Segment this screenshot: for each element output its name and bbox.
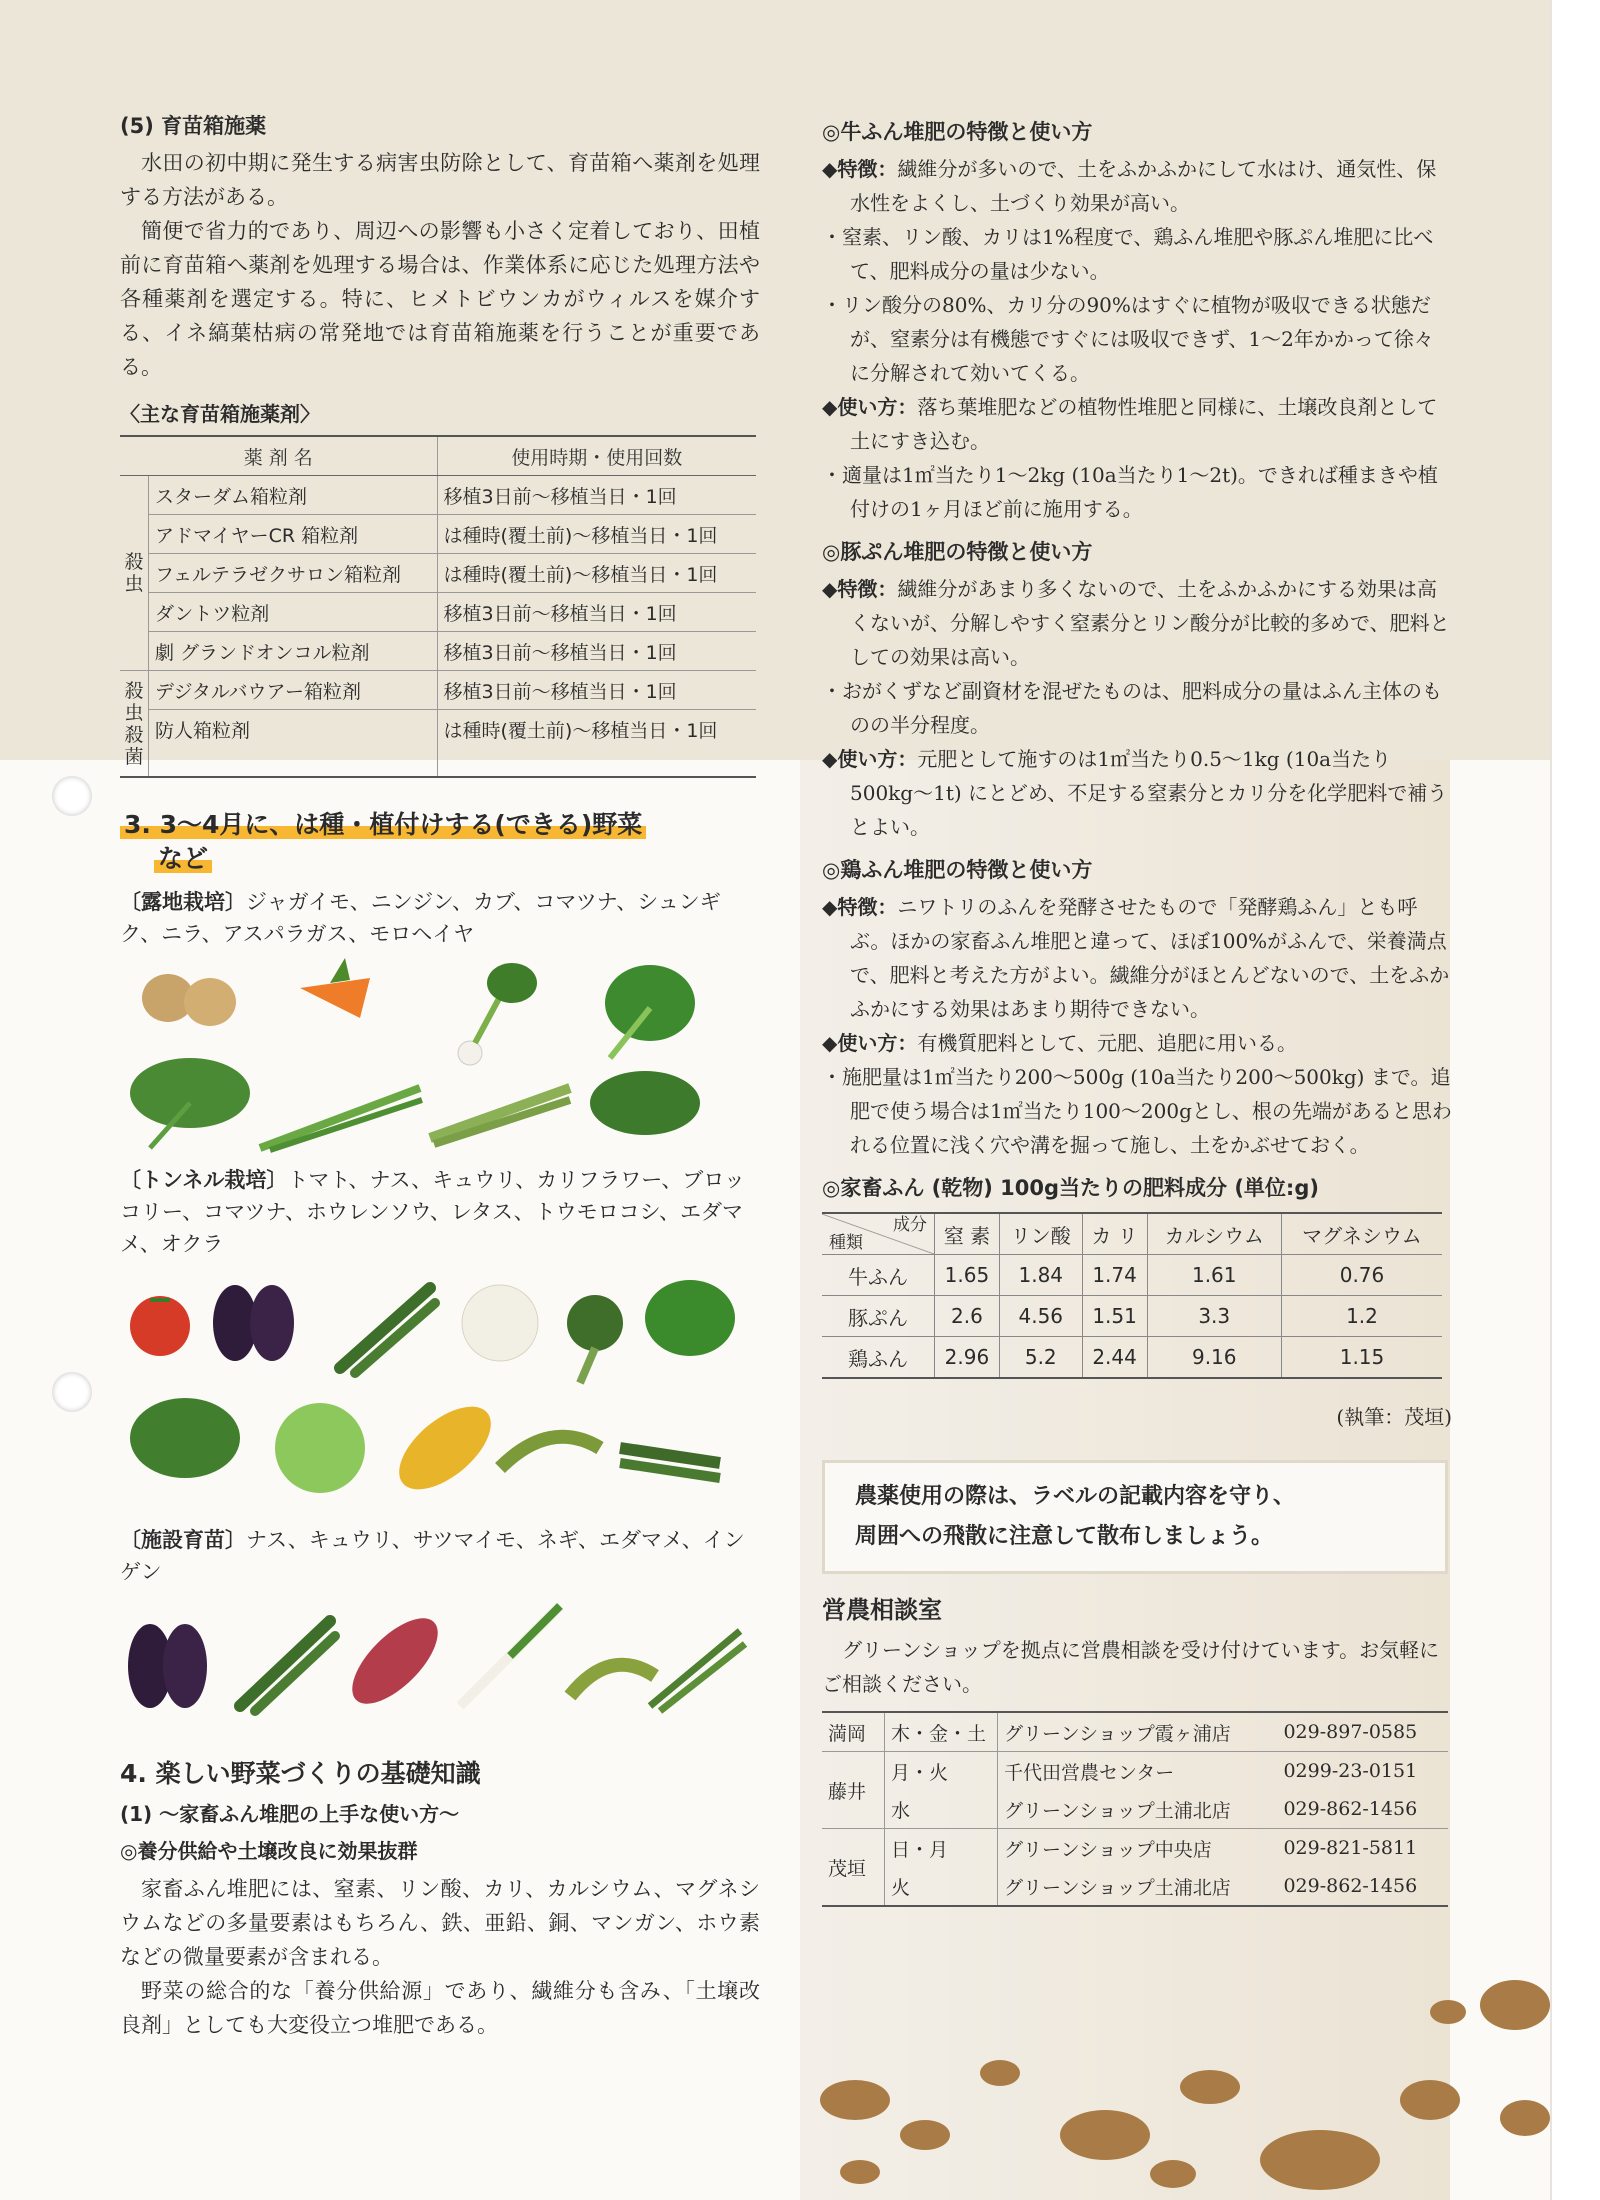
feature-item: ◆特徴：繊維分が多いので、土をふかふかにして水はけ、通気性、保水性をよくし、土づくり効果が高い。 bbox=[822, 157, 1437, 215]
table-row: 藤井 月・火 千代田営農センター 0299-23-0151 bbox=[822, 1752, 1448, 1791]
cell: スターダム箱粒剤 bbox=[149, 476, 438, 515]
subheading: (1) ～家畜ふん堆肥の上手な使い方～ bbox=[120, 1802, 460, 1826]
cell: は種時(覆土前)～移植当日・1回 bbox=[437, 710, 756, 778]
asparagus-icon bbox=[420, 1078, 580, 1148]
carrot-icon bbox=[290, 958, 380, 1038]
bullet-item: ・窒素、リン酸、カリは1%程度で、鶏ふん堆肥や豚ぷん堆肥に比べて、肥料成分の量は少ない。 bbox=[822, 225, 1434, 283]
feature-item: ◆特徴：ニワトリのふんを発酵させたもので「発酵鶏ふん」とも呼ぶ。ほかの家畜ふん堆肥と違って、ほぼ100%がふんで、栄養満点で、肥料と考えた方がよい。繊維分がほとんどないので、土をふかふかにする効果はあまり期待できない。 bbox=[822, 895, 1450, 1021]
veg-photo-row bbox=[120, 958, 760, 1158]
komatsuna-icon bbox=[590, 958, 700, 1068]
cell: フェルテラゼクサロン箱粒剤 bbox=[149, 554, 438, 593]
nira-icon bbox=[250, 1078, 430, 1158]
section-heading bbox=[120, 808, 760, 876]
pesticide-table bbox=[120, 435, 756, 778]
notice-box: 農薬使用の際は、ラベルの記載内容を守り、 周囲への飛散に注意して散布しましょう。 bbox=[822, 1460, 1448, 1574]
negi-icon bbox=[450, 1596, 570, 1716]
section-heading: 4. 楽しい野菜づくりの基礎知識 bbox=[120, 1759, 481, 1788]
table-row: 満岡 木・金・土 グリーンショップ霞ヶ浦店 029-897-0585 bbox=[822, 1712, 1448, 1752]
left-column bbox=[120, 110, 760, 2042]
cell: 移植3日前～移植当日・1回 bbox=[437, 476, 756, 515]
cucumber-icon bbox=[330, 1278, 440, 1378]
bullet-item: ・おがくずなど副資材を混ぜたものは、肥料成分の量はふん主体のものの半分程度。 bbox=[822, 679, 1442, 737]
group-label: 殺 虫 bbox=[120, 476, 149, 671]
table-header: 窒 素 bbox=[935, 1213, 1000, 1255]
bullet-item: ・リン酸分の80%、カリ分の90%はすぐに植物が吸収できる状態だが、窒素分は有機態ですぐには吸収できず、1～2年かかって徐々に分解されて効いてくる。 bbox=[822, 293, 1434, 385]
veg-list-tunnel: 〔トンネル栽培〕トマト、ナス、キュウリ、カリフラワー、ブロッコリー、コマツナ、ホウレンソウ、レタス、トウモロコシ、エダマメ、オクラ bbox=[120, 1168, 745, 1256]
feature-item: ◆特徴：繊維分があまり多くないので、土をふかふかにする効果は高くないが、分解しやすく窒素分とリン酸分が比較的多めで、肥料としての効果は高い。 bbox=[822, 577, 1450, 669]
cell: ダントツ粒剤 bbox=[149, 593, 438, 632]
table-row bbox=[120, 632, 756, 671]
table-header: 使用時期・使用回数 bbox=[437, 436, 756, 476]
subheading: ◎鶏ふん堆肥の特徴と使い方 bbox=[822, 858, 1093, 882]
eggplant-icon bbox=[120, 1616, 220, 1716]
sweet-potato-icon bbox=[340, 1606, 450, 1716]
tomato-icon bbox=[120, 1288, 200, 1358]
table-row bbox=[120, 710, 756, 778]
binder-hole bbox=[52, 776, 92, 816]
section-heading-line2: など bbox=[154, 844, 212, 873]
subheading: ◎豚ぷん堆肥の特徴と使い方 bbox=[822, 540, 1093, 564]
eggplant-icon bbox=[200, 1278, 310, 1368]
paragraph: 水田の初中期に発生する病害虫防除として、育苗箱へ薬剤を処理する方法がある。 bbox=[120, 151, 760, 209]
cell: 移植3日前～移植当日・1回 bbox=[437, 593, 756, 632]
cauliflower-icon bbox=[450, 1278, 550, 1368]
veg-list-shisetsu: 〔施設育苗〕ナス、キュウリ、サツマイモ、ネギ、エダマメ、インゲン bbox=[120, 1528, 745, 1584]
ingen-icon bbox=[640, 1616, 750, 1716]
cell: は種時(覆土前)～移植当日・1回 bbox=[437, 515, 756, 554]
binder-hole bbox=[52, 1372, 92, 1412]
cell: 移植3日前～移植当日・1回 bbox=[437, 632, 756, 671]
table-row: 牛ふん 1.65 1.84 1.74 1.61 0.76 bbox=[822, 1255, 1442, 1296]
okra-icon bbox=[610, 1408, 730, 1488]
table-title: 〈主な育苗箱施薬剤〉 bbox=[120, 402, 320, 426]
table-header: リン酸 bbox=[999, 1213, 1082, 1255]
table-header: マグネシウム bbox=[1281, 1213, 1442, 1255]
cell: アドマイヤーCR 箱粒剤 bbox=[149, 515, 438, 554]
paragraph: 野菜の総合的な「養分供給源」であり、繊維分も含み、「土壌改良剤」としても大変役立つ堆肥である。 bbox=[120, 1979, 760, 2037]
right-column bbox=[822, 110, 1452, 1907]
table-corner: 成分 種類 bbox=[822, 1213, 935, 1255]
edamame-icon bbox=[490, 1408, 610, 1488]
veg-photo-row bbox=[120, 1268, 760, 1518]
cell: 劇 グランドオンコル粒剤 bbox=[149, 632, 438, 671]
table-row: 豚ぷん 2.6 4.56 1.51 3.3 1.2 bbox=[822, 1296, 1442, 1337]
table-row: 茂垣 日・月 グリーンショップ中央店 029-821-5811 bbox=[822, 1829, 1448, 1868]
usage-item: ◆使い方：元肥として施すのは1㎡当たり0.5～1kg (10a当たり500kg～1t) にとどめ、不足する窒素分とカリ分を化学肥料で補うとよい。 bbox=[822, 747, 1448, 839]
bullet-item: ・施肥量は1㎡当たり200～500g (10a当たり200～500kg) まで。追肥で使う場合は1㎡当たり100～200gとし、根の先端があると思われる位置に浅く穴や溝を掘って施し、土をかぶせておく。 bbox=[822, 1065, 1452, 1157]
usage-item: ◆使い方：有機質肥料として、元肥、追肥に用いる。 bbox=[822, 1031, 1297, 1055]
table-header: カ リ bbox=[1082, 1213, 1147, 1255]
subheading: ◎養分供給や土壌改良に効果抜群 bbox=[120, 1839, 418, 1863]
usage-item: ◆使い方：落ち葉堆肥などの植物性堆肥と同様に、土壌改良剤として土にすき込む。 bbox=[822, 395, 1438, 453]
table-row bbox=[120, 593, 756, 632]
table-row: 水 グリーンショップ土浦北店 029-862-1456 bbox=[822, 1790, 1448, 1829]
table-row bbox=[120, 671, 756, 710]
cucumber-icon bbox=[230, 1606, 340, 1716]
section-heading-line1: 3. 3～4月に、は種・植付けする(できる)野菜 bbox=[120, 810, 646, 839]
table-row bbox=[120, 476, 756, 515]
section-title: (5) 育苗箱施薬 bbox=[120, 114, 267, 138]
shungiku-icon bbox=[120, 1053, 260, 1153]
cell: 防人箱粒剤 bbox=[149, 710, 438, 778]
cell: デジタルバウアー箱粒剤 bbox=[149, 671, 438, 710]
paragraph: 簡便で省力的であり、周辺への影響も小さく定着しており、田植前に育苗箱へ薬剤を処理する場合は、作業体系に応じた処理方法や各種薬剤を選定する。特に、ヒメトビウンカがウィルスを媒介する、イネ縞葉枯病の常発地では育苗箱施薬を行うことが重要である。 bbox=[120, 219, 760, 379]
table-row bbox=[120, 515, 756, 554]
bullet-item: ・適量は1㎡当たり1～2kg (10a当たり1～2t)。できれば種まきや植付けの1ヶ月ほど前に施用する。 bbox=[822, 463, 1438, 521]
subheading: ◎牛ふん堆肥の特徴と使い方 bbox=[822, 120, 1093, 144]
author-credit: (執筆：茂垣) bbox=[1336, 1405, 1452, 1429]
table-row: 火 グリーンショップ土浦北店 029-862-1456 bbox=[822, 1867, 1448, 1906]
cell: 移植3日前～移植当日・1回 bbox=[437, 671, 756, 710]
consult-title: 営農相談室 bbox=[822, 1596, 942, 1624]
turnip-icon bbox=[450, 958, 540, 1068]
table-header: 薬 剤 名 bbox=[120, 436, 437, 476]
table-header: カルシウム bbox=[1147, 1213, 1281, 1255]
komatsuna-icon bbox=[120, 1388, 250, 1498]
table-row: 鶏ふん 2.96 5.2 2.44 9.16 1.15 bbox=[822, 1337, 1442, 1379]
group-label: 殺虫 殺菌 bbox=[120, 671, 149, 778]
cell: は種時(覆土前)～移植当日・1回 bbox=[437, 554, 756, 593]
consult-text: グリーンショップを拠点に営農相談を受け付けています。お気軽にご相談ください。 bbox=[822, 1638, 1440, 1696]
moroheiya-icon bbox=[580, 1063, 710, 1153]
spinach-icon bbox=[630, 1273, 740, 1383]
table-row bbox=[120, 554, 756, 593]
potato-icon bbox=[140, 968, 240, 1028]
page-edge bbox=[1550, 0, 1600, 2200]
consult-table bbox=[822, 1711, 1448, 1907]
fertilizer-table bbox=[822, 1212, 1442, 1379]
table-title: ◎家畜ふん (乾物) 100g当たりの肥料成分 (単位:g) bbox=[822, 1176, 1319, 1200]
veg-photo-row bbox=[120, 1596, 760, 1726]
veg-list-roji: 〔露地栽培〕ジャガイモ、ニンジン、カブ、コマツナ、シュンギク、ニラ、アスパラガス、モロヘイヤ bbox=[120, 890, 721, 946]
lettuce-icon bbox=[260, 1398, 380, 1498]
broccoli-icon bbox=[550, 1288, 640, 1388]
paragraph: 家畜ふん堆肥には、窒素、リン酸、カリ、カルシウム、マグネシウムなどの多量要素はもちろん、鉄、亜鉛、銅、マンガン、ホウ素などの微量要素が含まれる。 bbox=[120, 1877, 760, 1969]
